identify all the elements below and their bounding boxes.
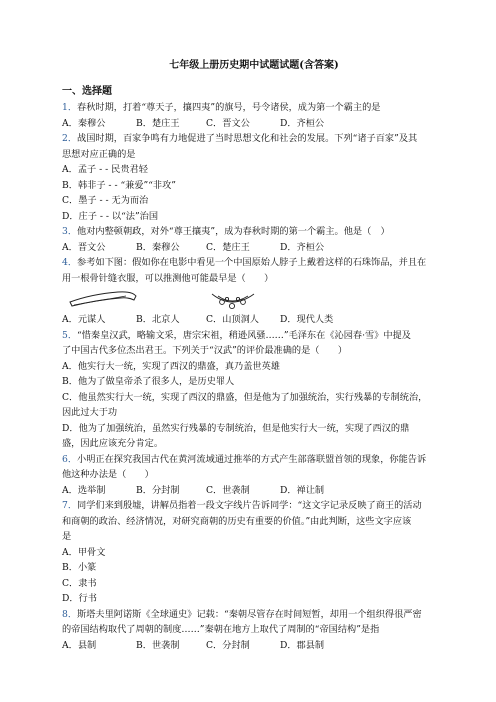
- question-8: [62, 607, 446, 654]
- option-d: D．现代人类: [280, 314, 334, 325]
- question-6: [62, 452, 446, 499]
- question-stem: 3．他对内整顿朝政，对外“尊王攘夷”，成为春秋时期的第一个霸主。他是（ ）: [62, 226, 390, 237]
- option-b: B．韩非子 - - “兼爱”“非攻”: [62, 179, 177, 191]
- question-number: 3．: [62, 226, 78, 237]
- option-b: B．秦穆公: [136, 241, 180, 253]
- option-c: C．分封制: [206, 639, 250, 651]
- question-stem-cont: 是: [62, 531, 72, 542]
- question-7: [62, 498, 446, 607]
- question-number: 6．: [62, 453, 78, 465]
- option-c: C．楚庄王: [206, 241, 250, 253]
- option-a: A．元谋人: [62, 314, 106, 325]
- question-1: [62, 100, 446, 131]
- question-stem-cont: 了中国古代多位杰出君王。下列关于“汉武”的评价最准确的是（ ）: [62, 345, 348, 356]
- option-row: [62, 116, 446, 132]
- option-row: [62, 638, 446, 654]
- question-stem-cont: 用一根骨针缝衣服，可以推测他可能最早是（ ）: [62, 272, 274, 284]
- section-heading: 一、选择题: [62, 85, 112, 97]
- question-number: 4．: [62, 257, 78, 268]
- bone-needle-and-bead-figure: [62, 288, 446, 312]
- option-row: [62, 240, 446, 256]
- question-number: 5．: [62, 329, 78, 341]
- question-number: 1．: [62, 102, 78, 113]
- option-d-cont: 盛，因此应该充分肯定。: [62, 438, 164, 449]
- figure-drawing: [62, 288, 362, 314]
- question-number: 8．: [62, 608, 78, 620]
- option-c-cont: 因此过大于功: [62, 407, 118, 418]
- option-d: D．禅让制: [280, 484, 325, 496]
- option-a: A．选举制: [62, 484, 106, 496]
- option-d: D．郡县制: [280, 639, 325, 651]
- needle-stroke: [74, 296, 126, 305]
- option-row: [62, 312, 446, 328]
- stone-bead-icon: [212, 294, 254, 309]
- question-stem-cont: 思想对应正确的是: [62, 148, 136, 160]
- option-b: B．世袭制: [136, 639, 180, 651]
- option-d: D．行书: [62, 593, 97, 604]
- question-stem-cont: 和商朝的政治、经济情况，对研究商朝的历史有重要的价值。”由此判断，这些文字应该: [62, 515, 412, 527]
- option-b: B．北京人: [136, 314, 180, 325]
- question-stem: 6．小明正在探究我国古代在黄河流域通过推举的方式产生部落联盟首领的现象，你能告诉: [62, 453, 427, 465]
- option-a: A．晋文公: [62, 241, 106, 253]
- question-stem-cont: 他这种办法是（ ）: [62, 469, 154, 480]
- option-a: A．他实行大一统，实现了西汉的鼎盛，真乃盖世英雄: [62, 360, 280, 372]
- option-c: C．世袭制: [206, 484, 250, 496]
- page-title: 七年级上册历史期中试题试题(含答案): [169, 60, 339, 71]
- option-a: A．县制: [62, 639, 97, 651]
- question-2: [62, 131, 446, 224]
- option-d: D．齐桓公: [280, 117, 325, 129]
- option-d: D．庄子 - - 以“法”治国: [62, 210, 159, 222]
- question-number: 7．: [62, 500, 78, 511]
- option-d: D．他为了加强统治，虽然实行残暴的专制统治，但是他实行大一统，实现了西汉的鼎: [62, 422, 410, 434]
- question-stem: 2．战国时期，百家争鸣有力地促进了当时思想文化和社会的发展。下列“诸子百家”及其: [62, 133, 418, 144]
- question-stem: 8．斯塔夫里阿诺斯《全球通史》记载：“秦朝尽管存在时间短暂，却用一个组织得很严密: [62, 608, 422, 620]
- document-page: [62, 58, 446, 653]
- question-stem: 7．同学们来到殷墟，讲解员指着一段文字线片告诉同学：“这文字记录反映了商王的活动: [62, 500, 422, 511]
- option-c: C．墨子 - - 无为而治: [62, 195, 149, 206]
- option-b: B．分封制: [136, 484, 180, 496]
- question-stem: 4．参考如下图：假如你在电影中看见一个中国原始人脖子上戴着这样的石珠饰品，并且在: [62, 257, 427, 268]
- option-b: B．小篆: [62, 562, 97, 573]
- option-a: A．秦穆公: [62, 117, 106, 129]
- option-a: A．孟子 - - 民贵君轻: [62, 164, 148, 175]
- question-stem: 1．春秋时期，打着“尊天子，攘四夷”的旗号，号令诸侯，成为第一个霸主的是: [62, 102, 381, 113]
- question-number: 2．: [62, 133, 78, 144]
- option-d: D．齐桓公: [280, 241, 325, 253]
- option-c: C．隶书: [62, 577, 97, 589]
- question-stem-cont: 的帝国结构取代了周朝的制度……”秦朝在地方上取代了周制的“帝国结构”是指: [62, 624, 380, 635]
- option-row: [62, 483, 446, 499]
- option-a: A．甲骨文: [62, 546, 106, 558]
- option-c: C．山顶洞人: [206, 314, 259, 325]
- question-3: [62, 224, 446, 255]
- question-4: [62, 255, 446, 328]
- option-b: B．他为了做皇帝杀了很多人，是历史罪人: [62, 376, 235, 387]
- option-c: C．他虽然实行大一统，实现了西汉的鼎盛，但是他为了加强统治，实行残暴的专制统治，: [62, 391, 428, 403]
- question-stem: 5．“惜秦皇汉武，略输文采，唐宗宋祖，稍逊风骚……”毛泽东在《沁园春·雪》中提及: [62, 329, 411, 341]
- question-5: [62, 328, 446, 452]
- option-b: B．楚庄王: [136, 117, 180, 129]
- option-c: C．晋文公: [206, 117, 250, 129]
